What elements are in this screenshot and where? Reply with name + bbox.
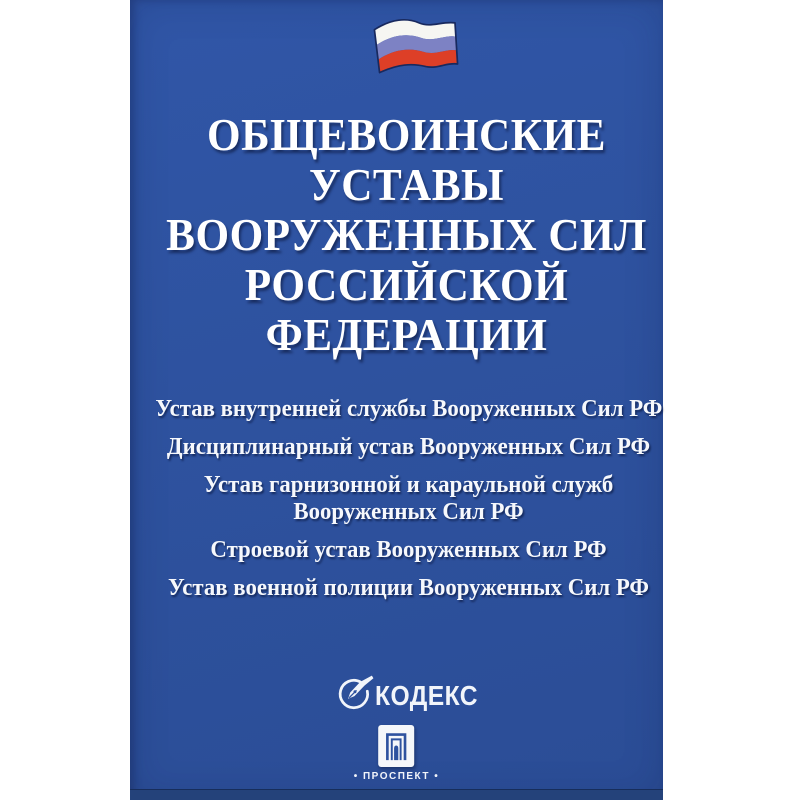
kodeks-logo	[335, 674, 491, 712]
prospekt-logo	[354, 725, 440, 782]
statute-item	[155, 537, 661, 564]
book-title-line: ФЕДЕРАЦИИ	[265, 309, 548, 360]
statute-item-text: Дисциплинарный устав Вооруженных Сил РФ	[166, 434, 651, 460]
book-title-line: РОССИЙСКОЙ	[244, 259, 569, 310]
statute-item-text: Устав военной полиции Вооруженных Сил РФ	[168, 575, 649, 601]
book-cover	[130, 0, 663, 800]
statute-list	[142, 396, 675, 613]
russian-flag-icon	[364, 16, 474, 76]
book-title-line: ВООРУЖЕННЫХ СИЛ	[166, 209, 647, 260]
statute-item	[155, 575, 661, 602]
book-title-line: ОБЩЕВОИНСКИЕ	[206, 109, 606, 160]
book-bottom-edge	[130, 789, 663, 800]
statute-item-text: Устав внутренней службы Вооруженных Сил РФ	[155, 396, 663, 422]
statute-item-text: Устав гарнизонной и караульной служб	[203, 472, 614, 498]
statute-item-text: Строевой устав Вооруженных Сил РФ	[210, 537, 607, 563]
kodeks-pen-icon	[335, 674, 373, 712]
prospekt-logo-text: • ПРОСПЕКТ •	[353, 771, 440, 782]
statute-item	[155, 472, 661, 526]
statute-item	[155, 434, 661, 461]
prospekt-arch-icon	[378, 725, 414, 767]
book-title	[140, 110, 673, 360]
kodeks-logo-text: КОДЕКС	[374, 679, 478, 711]
book-title-line: УСТАВЫ	[308, 159, 504, 210]
statute-item	[155, 396, 661, 423]
statute-item-text: Вооруженных Сил РФ	[293, 499, 524, 525]
